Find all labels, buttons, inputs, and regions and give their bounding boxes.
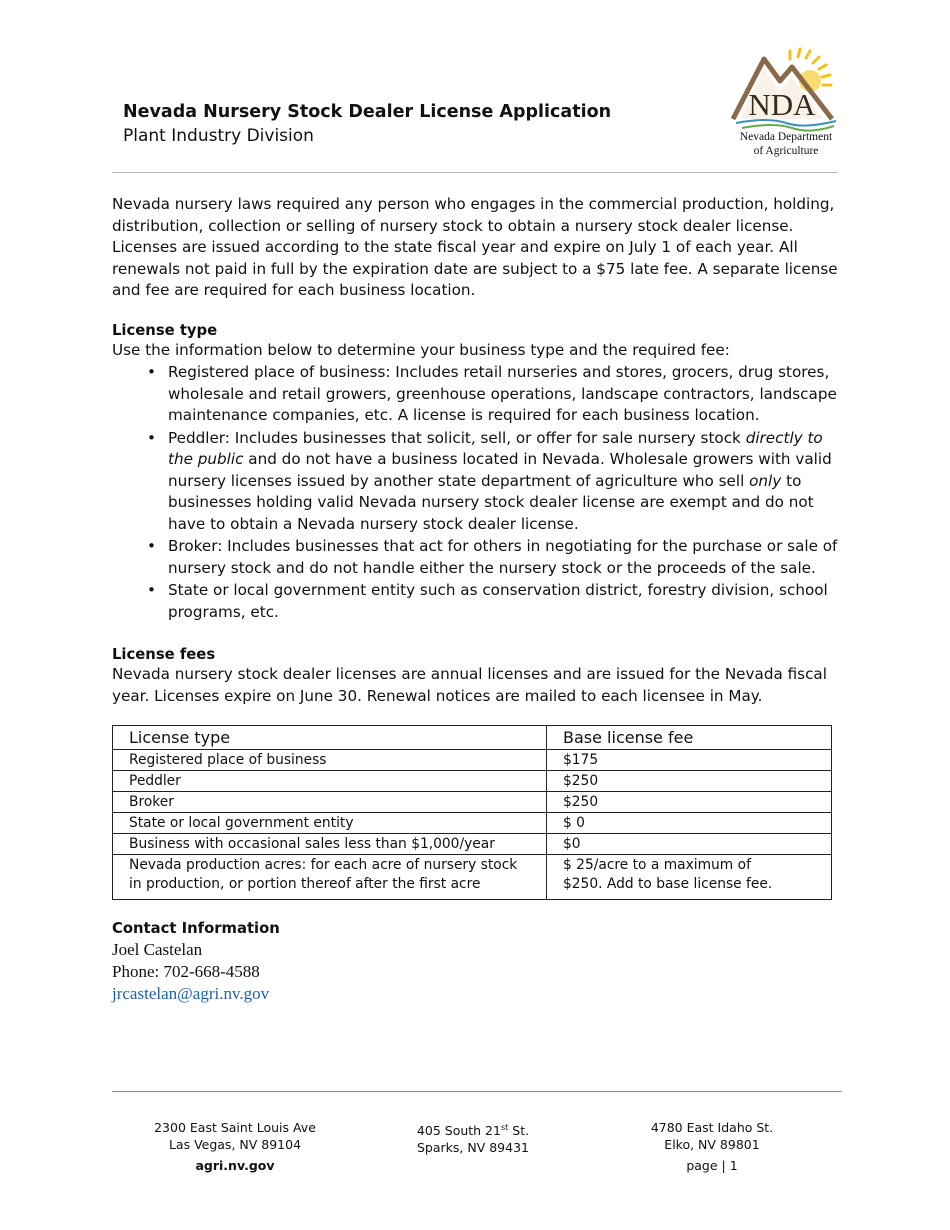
license-type-heading: License type: [112, 322, 218, 339]
header-divider: [112, 172, 838, 173]
table-cell: $ 0: [547, 813, 832, 834]
footer-divider: [112, 1091, 842, 1092]
list-item: • Broker: Includes businesses that act for others in negotiating for the purchase or sale of nursery stock and do not handle either the nursery stock or the proceeds of the sale.: [147, 537, 838, 577]
nda-logo-graphic: [728, 45, 844, 161]
bullet-icon: •: [147, 428, 156, 447]
table-cell: $ 25/acre to a maximum of $250. Add to base license fee.: [547, 855, 832, 900]
table-cell: $0: [547, 834, 832, 855]
table-header-row: [113, 726, 832, 750]
las-vegas-address: 2300 East Saint Louis Ave Las Vegas, NV 89104: [154, 1120, 316, 1152]
sparks-address: 405 South 21st St. Sparks, NV 89431: [416, 1123, 530, 1156]
list-item: • State or local government entity such as conservation district, forestry division, school programs, etc.: [147, 581, 828, 621]
column-header: License type: [113, 726, 547, 750]
website-link[interactable]: agri.nv.gov: [195, 1158, 275, 1173]
bullet-icon: •: [147, 363, 156, 381]
bullet-icon: •: [147, 537, 156, 555]
table-row: [113, 771, 832, 792]
license-type-intro: Use the information below to determine your business type and the required fee:: [112, 341, 730, 359]
table-cell: Registered place of business: [113, 750, 547, 771]
bullet-icon: •: [147, 581, 156, 599]
list-item: • Registered place of business: Includes retail nurseries and stores, grocers, drug stores, wholesale and retail growers, greenhouse operations, landscape contractors, landscape maintenance companies, etc. A license is required for each business location.: [147, 363, 837, 424]
svg-text:of Agriculture: of Agriculture: [753, 145, 819, 157]
table-cell: State or local government entity: [113, 813, 547, 834]
table-cell: $250: [547, 771, 832, 792]
table-cell: Peddler: [113, 771, 547, 792]
table-row: [113, 813, 832, 834]
license-type-list: [140, 362, 840, 624]
license-fee-table: [112, 725, 832, 900]
table-row: [113, 855, 832, 900]
contact-phone: Phone: 702-668-4588: [112, 962, 260, 981]
contact-email-link[interactable]: jrcastelan@agri.nv.gov: [112, 984, 270, 1003]
license-fees-intro: Nevada nursery stock dealer licenses are annual licenses and are issued for the Nevada fiscal year. Licenses expire on June 30. Renewal notices are mailed to each licensee in May.: [112, 665, 827, 705]
table-cell: $175: [547, 750, 832, 771]
column-header: Base license fee: [547, 726, 832, 750]
nda-logo: [728, 45, 844, 161]
svg-text:Nevada Department: Nevada Department: [739, 131, 833, 143]
table-cell: $250: [547, 792, 832, 813]
table-row: [113, 792, 832, 813]
page-number: page | 1: [686, 1158, 738, 1173]
list-item: • Peddler: Includes businesses that solicit, sell, or offer for sale nursery stock directly to the public and do not have a business located in Nevada. Wholesale growers with valid nursery licenses issued by another state department of agriculture who sell only to businesses holding valid Nevada nursery stock dealer license are exempt and do not have to obtain a Nevada nursery stock dealer license.: [147, 428, 832, 533]
elko-address: 4780 East Idaho St. Elko, NV 89801: [650, 1120, 774, 1152]
table-row: [113, 834, 832, 855]
document-title: Nevada Nursery Stock Dealer License Application: [123, 102, 612, 122]
table-cell: Broker: [113, 792, 547, 813]
license-fees-heading: License fees: [112, 646, 216, 663]
table-cell: Business with occasional sales less than $1,000/year: [113, 834, 547, 855]
contact-heading: Contact Information: [112, 920, 280, 937]
contact-name: Joel Castelan: [112, 940, 203, 959]
division-subtitle: Plant Industry Division: [123, 126, 314, 146]
table-cell: Nevada production acres: for each acre of nursery stock in production, or portion thereof after the first acre: [113, 855, 547, 900]
table-row: [113, 750, 832, 771]
intro-paragraph: Nevada nursery laws required any person who engages in the commercial production, holding, distribution, collection or selling of nursery stock to obtain a nursery stock dealer license. Licenses are issued according to the state fiscal year and expire on July 1 of each year. All renewals not paid in full by the expiration date are subject to a $75 late fee. A separate license and fee are required for each business location.: [112, 195, 838, 299]
svg-text:NDA: NDA: [748, 87, 816, 122]
